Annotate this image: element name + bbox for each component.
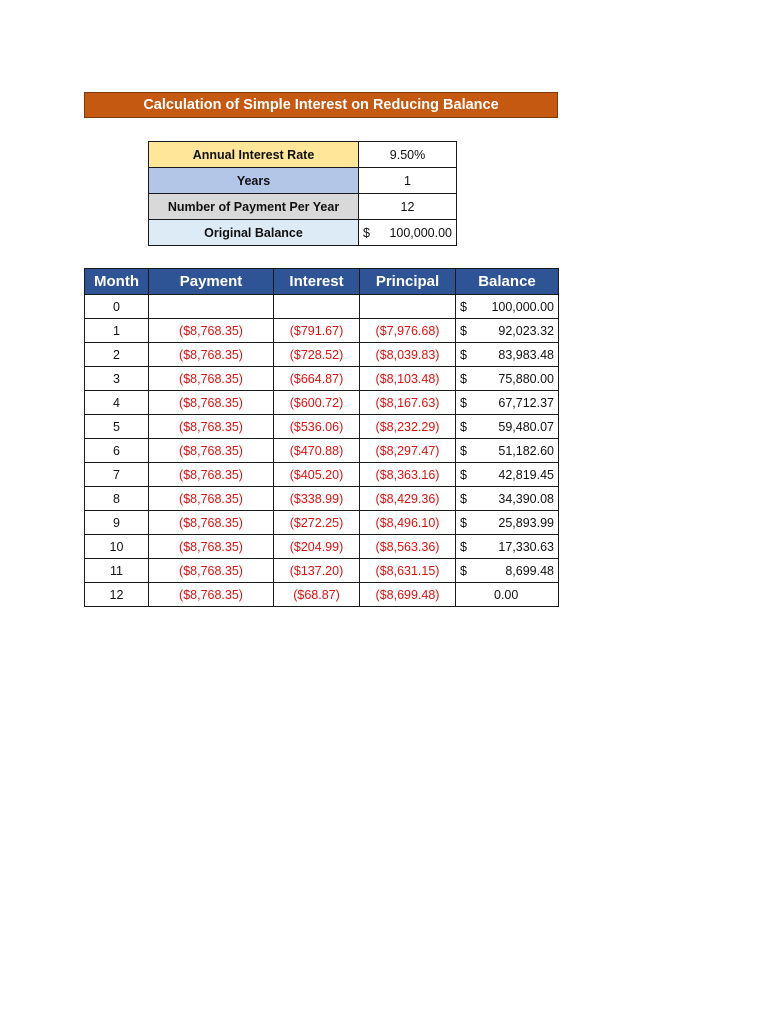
interest-cell[interactable]: ($728.52) <box>274 343 360 367</box>
currency-symbol: $ <box>460 467 467 482</box>
payment-cell[interactable]: ($8,768.35) <box>149 319 274 343</box>
month-cell[interactable]: 2 <box>85 343 149 367</box>
payment-cell[interactable]: ($8,768.35) <box>149 367 274 391</box>
interest-cell[interactable]: ($137.20) <box>274 559 360 583</box>
balance-amount: 25,893.99 <box>498 515 554 530</box>
currency-symbol: $ <box>460 347 467 362</box>
currency-symbol: $ <box>460 443 467 458</box>
table-row <box>85 415 559 439</box>
currency-symbol: $ <box>460 563 467 578</box>
balance-amount: 34,390.08 <box>498 491 554 506</box>
balance-amount: 0.00 <box>494 587 519 602</box>
balance-amount: 100,000.00 <box>491 299 554 314</box>
param-row <box>149 142 457 168</box>
balance-amount: 51,182.60 <box>498 443 554 458</box>
balance-cell[interactable] <box>456 343 559 367</box>
table-row <box>85 295 559 319</box>
interest-cell[interactable]: ($405.20) <box>274 463 360 487</box>
param-value[interactable] <box>359 220 457 246</box>
payment-cell[interactable]: ($8,768.35) <box>149 343 274 367</box>
param-value[interactable]: 12 <box>359 194 457 220</box>
table-row <box>85 559 559 583</box>
currency-symbol: $ <box>460 299 467 314</box>
balance-amount: 42,819.45 <box>498 467 554 482</box>
balance-amount: 83,983.48 <box>498 347 554 362</box>
param-row <box>149 220 457 246</box>
payment-cell[interactable]: ($8,768.35) <box>149 439 274 463</box>
param-value[interactable]: 9.50% <box>359 142 457 168</box>
principal-cell[interactable]: ($7,976.68) <box>360 319 456 343</box>
balance-amount: 17,330.63 <box>498 539 554 554</box>
balance-cell[interactable] <box>456 559 559 583</box>
table-row <box>85 511 559 535</box>
month-cell[interactable]: 7 <box>85 463 149 487</box>
interest-cell[interactable]: ($664.87) <box>274 367 360 391</box>
table-row <box>85 343 559 367</box>
interest-cell[interactable]: ($204.99) <box>274 535 360 559</box>
table-row <box>85 319 559 343</box>
interest-cell[interactable] <box>274 295 360 319</box>
balance-amount: 75,880.00 <box>498 371 554 386</box>
month-header: Month <box>85 269 149 295</box>
param-label: Years <box>149 168 359 194</box>
header-row <box>85 269 559 295</box>
principal-cell[interactable]: ($8,496.10) <box>360 511 456 535</box>
principal-cell[interactable]: ($8,297.47) <box>360 439 456 463</box>
payment-cell[interactable]: ($8,768.35) <box>149 559 274 583</box>
balance-amount: 92,023.32 <box>498 323 554 338</box>
month-cell[interactable]: 0 <box>85 295 149 319</box>
principal-cell[interactable]: ($8,039.83) <box>360 343 456 367</box>
balance-amount: 59,480.07 <box>498 419 554 434</box>
payment-cell[interactable]: ($8,768.35) <box>149 487 274 511</box>
principal-cell[interactable]: ($8,363.16) <box>360 463 456 487</box>
month-cell[interactable]: 8 <box>85 487 149 511</box>
payment-cell[interactable]: ($8,768.35) <box>149 463 274 487</box>
payment-cell[interactable]: ($8,768.35) <box>149 535 274 559</box>
table-row <box>85 439 559 463</box>
interest-cell[interactable]: ($791.67) <box>274 319 360 343</box>
principal-cell[interactable]: ($8,563.36) <box>360 535 456 559</box>
month-cell[interactable]: 6 <box>85 439 149 463</box>
balance-cell[interactable] <box>456 415 559 439</box>
interest-cell[interactable]: ($272.25) <box>274 511 360 535</box>
balance-amount: 67,712.37 <box>498 395 554 410</box>
interest-header: Interest <box>274 269 360 295</box>
month-cell[interactable]: 3 <box>85 367 149 391</box>
principal-cell[interactable]: ($8,167.63) <box>360 391 456 415</box>
sheet-title: Calculation of Simple Interest on Reducing Balance <box>84 92 558 118</box>
currency-symbol: $ <box>460 539 467 554</box>
balance-cell[interactable] <box>456 583 559 607</box>
balance-cell[interactable] <box>456 295 559 319</box>
table-row <box>85 367 559 391</box>
balance-cell[interactable] <box>456 439 559 463</box>
month-cell[interactable]: 9 <box>85 511 149 535</box>
param-amount: 100,000.00 <box>389 225 452 240</box>
param-label: Annual Interest Rate <box>149 142 359 168</box>
table-row <box>85 487 559 511</box>
param-value[interactable]: 1 <box>359 168 457 194</box>
payment-cell[interactable]: ($8,768.35) <box>149 415 274 439</box>
principal-header: Principal <box>360 269 456 295</box>
month-cell[interactable]: 4 <box>85 391 149 415</box>
interest-cell[interactable]: ($600.72) <box>274 391 360 415</box>
balance-cell[interactable] <box>456 319 559 343</box>
amortization-table <box>84 268 559 607</box>
balance-cell[interactable] <box>456 463 559 487</box>
balance-cell[interactable] <box>456 391 559 415</box>
balance-cell[interactable] <box>456 487 559 511</box>
currency-symbol: $ <box>363 225 370 240</box>
currency-symbol: $ <box>460 323 467 338</box>
param-label: Original Balance <box>149 220 359 246</box>
balance-cell[interactable] <box>456 511 559 535</box>
currency-symbol: $ <box>460 371 467 386</box>
interest-cell[interactable]: ($338.99) <box>274 487 360 511</box>
payment-cell[interactable]: ($8,768.35) <box>149 583 274 607</box>
balance-cell[interactable] <box>456 367 559 391</box>
principal-cell[interactable] <box>360 295 456 319</box>
balance-cell[interactable] <box>456 535 559 559</box>
principal-cell[interactable]: ($8,232.29) <box>360 415 456 439</box>
table-row <box>85 583 559 607</box>
payment-cell[interactable]: ($8,768.35) <box>149 391 274 415</box>
principal-cell[interactable]: ($8,631.15) <box>360 559 456 583</box>
parameters-table <box>148 141 457 246</box>
month-cell[interactable]: 11 <box>85 559 149 583</box>
interest-cell[interactable]: ($470.88) <box>274 439 360 463</box>
month-cell[interactable]: 5 <box>85 415 149 439</box>
currency-symbol: $ <box>460 419 467 434</box>
principal-cell[interactable]: ($8,699.48) <box>360 583 456 607</box>
principal-cell[interactable]: ($8,103.48) <box>360 367 456 391</box>
table-row <box>85 391 559 415</box>
principal-cell[interactable]: ($8,429.36) <box>360 487 456 511</box>
currency-symbol: $ <box>460 491 467 506</box>
currency-symbol: $ <box>460 395 467 410</box>
interest-cell[interactable]: ($68.87) <box>274 583 360 607</box>
balance-header: Balance <box>456 269 559 295</box>
month-cell[interactable]: 1 <box>85 319 149 343</box>
payment-cell[interactable] <box>149 295 274 319</box>
param-row <box>149 194 457 220</box>
balance-amount: 8,699.48 <box>505 563 554 578</box>
payment-header: Payment <box>149 269 274 295</box>
month-cell[interactable]: 12 <box>85 583 149 607</box>
currency-symbol: $ <box>460 515 467 530</box>
payment-cell[interactable]: ($8,768.35) <box>149 511 274 535</box>
param-label: Number of Payment Per Year <box>149 194 359 220</box>
interest-cell[interactable]: ($536.06) <box>274 415 360 439</box>
month-cell[interactable]: 10 <box>85 535 149 559</box>
table-row <box>85 535 559 559</box>
param-row <box>149 168 457 194</box>
table-row <box>85 463 559 487</box>
